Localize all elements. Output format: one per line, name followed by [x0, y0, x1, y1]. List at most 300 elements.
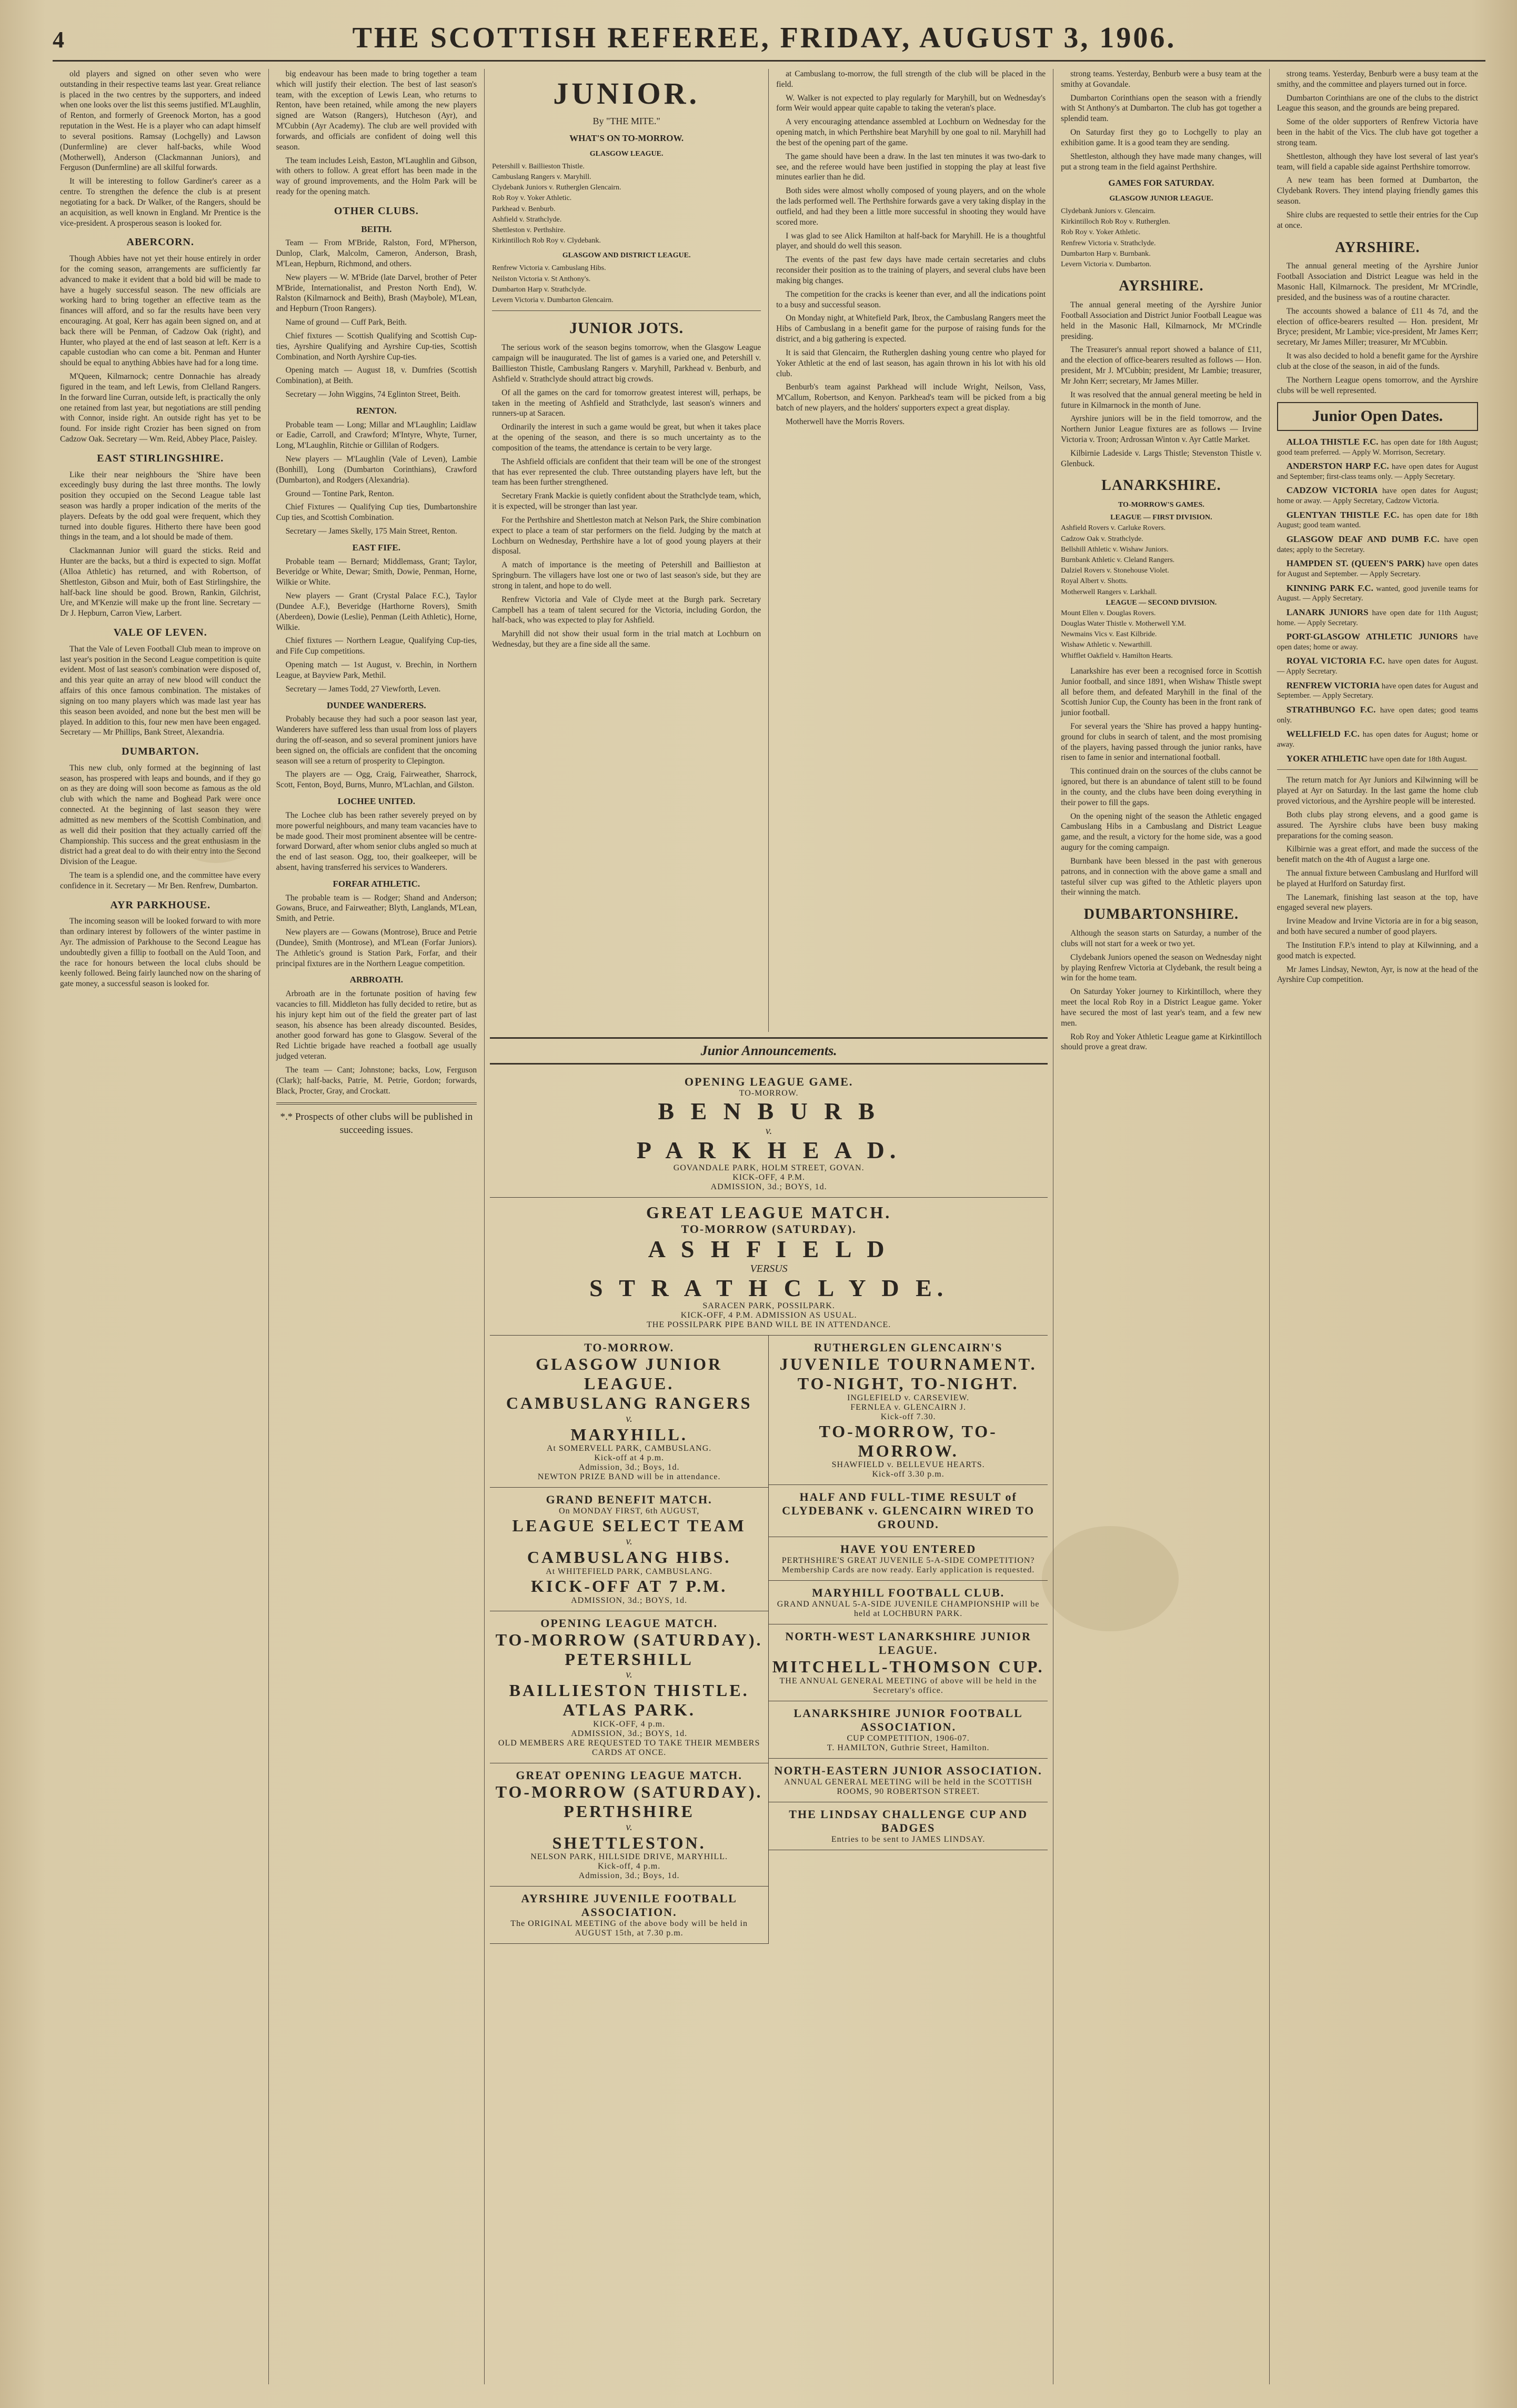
ad-line: Admission, 3d.; Boys, 1d.	[578, 1871, 680, 1881]
open-date-text: have open dates for August; home or away. — Apply Secretary, Cadzow Victoria.	[1277, 487, 1478, 506]
ad-line: MARYHILL.	[570, 1424, 688, 1444]
section-heading: AYRSHIRE.	[1335, 239, 1420, 256]
article-paragraph: Chief fixtures — Northern League, Qualifying Cup-ties, and Fife Cup competitions.	[276, 636, 477, 656]
article-paragraph: The incoming season will be looked forward to with more than ordinary interest by followers of the winter pastime in Ayr. The admission of Parkhouse to the Second League has undoubtedly given a fillip to football on the Auld Toon, and the race for honours between the local clubs should be keenly followed. Being fairly launched now on the sharing of gate money, a successful season is looked for.	[60, 917, 261, 989]
fixture: Whifflet Oakfield v. Hamilton Hearts.	[1061, 651, 1173, 660]
fixture: Shettleston v. Perthshire.	[492, 226, 566, 235]
fixture: Kirkintilloch Rob Roy v. Rutherglen.	[1061, 218, 1171, 226]
ad-line: v.	[626, 1669, 632, 1681]
article-paragraph: Shettleston, although they have lost several of last year's team, will field a capable side against Perthshire tomorrow.	[1277, 152, 1478, 172]
article-paragraph: A new team has been formed at Dumbarton, the Clydebank Rovers. They intend playing friendly games this season.	[1277, 176, 1478, 206]
ad-line: GRAND ANNUAL 5-A-SIDE JUVENILE CHAMPIONSHIP will be held at LOCHBURN PARK.	[777, 1600, 1040, 1619]
article-paragraph: The serious work of the season begins tomorrow, when the Glasgow League campaign will be inaugurated. The list of games is a varied one, and Petershill v. Baillieston Thistle, Cambuslang Rangers v. Maryhill, Parkhead v. Benburb, and Ashfield v. Strathclyde should attract big crowds.	[492, 343, 761, 384]
club-name: ROYAL VICTORIA F.C.	[1286, 656, 1385, 666]
article-paragraph: W. Walker is not expected to play regularly for Maryhill, but on Wednesday's form Weir would appear quite capable to taking the veteran's place.	[776, 93, 1046, 113]
fixture: Mount Ellen v. Douglas Rovers.	[1061, 609, 1156, 617]
article-paragraph: Both clubs play strong elevens, and a good game is assured. The Ayrshire clubs have been busy making preparations for the coming season.	[1277, 810, 1478, 840]
club-name: ANDERSTON HARP F.C.	[1286, 461, 1389, 471]
ad-line: NEWTON PRIZE BAND will be in attendance.	[537, 1472, 721, 1482]
ad-line: Kick-off 3.30 p.m.	[872, 1470, 945, 1479]
article-paragraph: New players — Grant (Crystal Palace F.C.), Taylor (Dundee A.F.), Beveridge (Harthorne Rovers), Smith (Aberdeen), Dowie (Leslie), Penman (Leith Athletic), Horne, Wilkie.	[276, 591, 477, 632]
page-number: 4	[53, 27, 64, 53]
jots-heading: JUNIOR JOTS.	[569, 319, 684, 337]
fixture: Clydebank Juniors v. Rutherglen Glencairn.	[492, 184, 621, 192]
advert	[490, 1336, 768, 1488]
ad-line: TO-NIGHT, TO-NIGHT.	[797, 1373, 1019, 1393]
article-paragraph: The Lochee club has been rather severely preyed on by more powerful neighbours, and many team vacancies have to be made good. Their most prominent absentee will be centre-forward Dorward, after whom senior clubs angled so much at the end of last season. Ogg, too, their goalkeeper, will be absent, having transferred his services to Wanderers.	[276, 810, 477, 872]
ad-line: KICK-OFF AT 7 P.M.	[530, 1576, 728, 1596]
announcements	[485, 1032, 1053, 1944]
ad-line: ANNUAL GENERAL MEETING will be held in the SCOTTISH ROOMS, 90 ROBERTSON STREET.	[784, 1778, 1033, 1797]
ad-line: OPENING LEAGUE GAME.	[684, 1075, 853, 1088]
ad-line: SHAWFIELD v. BELLEVUE HEARTS.	[831, 1460, 985, 1470]
fixture: Ashfield v. Strathclyde.	[492, 215, 562, 224]
open-dates-list	[1277, 436, 1478, 765]
fixture: Newmains Vics v. East Kilbride.	[1061, 630, 1157, 639]
club-name: YOKER ATHLETIC	[1286, 753, 1368, 764]
article-paragraph: Maryhill did not show their usual form in the trial match at Lochburn on Wednesday, but they are a fine side all the same.	[492, 629, 761, 649]
open-date-text: have open dates; apply to the Secretary.	[1277, 535, 1479, 554]
ad-line: LANARKSHIRE JUNIOR FOOTBALL ASSOCIATION.	[793, 1707, 1023, 1734]
advert	[769, 1485, 1048, 1537]
fixture: Levern Victoria v. Dumbarton Glencairn.	[492, 296, 614, 304]
ad-line: KICK-OFF, 4 P.M.	[732, 1173, 806, 1182]
open-date-entry	[1277, 728, 1478, 749]
article-paragraph: Some of the older supporters of Renfrew Victoria have been in the habit of the Vics. The club have got together a strong team.	[1277, 117, 1478, 147]
article-paragraph: Probable team — Bernard; Middlemass, Grant; Taylor, Beveridge or White, Dewar; Smith, Dowie, Penman, Horne, Wilkie or White.	[276, 557, 477, 587]
club-heading: EAST FIFE.	[352, 542, 400, 553]
club-heading: FORFAR ATHLETIC.	[333, 878, 420, 889]
open-date-text: have open dates for August and September; first-class teams only. — Apply Secretary.	[1277, 463, 1478, 481]
ad-line: SARACEN PARK, POSSILPARK.	[702, 1301, 835, 1311]
article-paragraph: strong teams. Yesterday, Benburb were a busy team at the smithy at Govandale.	[1061, 69, 1262, 89]
open-date-text: have open dates for August. — Apply Secretary.	[1277, 657, 1479, 676]
article-paragraph: Dumbarton Corinthians open the season with a friendly with St Anthony's at Dumbarton. The club has got together a splendid team.	[1061, 93, 1262, 124]
fixture: LEAGUE — FIRST DIVISION.	[1110, 514, 1212, 522]
fixture: Cambuslang Rangers v. Maryhill.	[492, 173, 591, 182]
fixture: Ashfield Rovers v. Carluke Rovers.	[1061, 524, 1166, 533]
ad-line: TO-MORROW (SATURDAY).	[495, 1782, 763, 1801]
article-paragraph: The Northern League opens tomorrow, and the Ayrshire clubs will be well represented.	[1277, 375, 1478, 395]
ad-line: INGLEFIELD v. CARSEVIEW.	[847, 1393, 970, 1402]
open-date-entry	[1277, 753, 1478, 765]
club-name: WELLFIELD F.C.	[1286, 729, 1360, 739]
fixture: Neilston Victoria v. St Anthony's.	[492, 275, 591, 283]
open-date-entry	[1277, 509, 1478, 530]
advert	[769, 1701, 1048, 1759]
ad-line: MARYHILL FOOTBALL CLUB.	[812, 1586, 1005, 1600]
article-paragraph: On the opening night of the season the Athletic engaged Cambuslang Hibs in a Cambuslang and District League game, and the result, a victory for the home side, was a good augury for the coming campaign.	[1061, 811, 1262, 852]
ad-line: SHETTLESTON.	[552, 1833, 706, 1852]
games-subheading: GLASGOW JUNIOR LEAGUE.	[1109, 195, 1213, 203]
advert-columns	[490, 1336, 1048, 1944]
article-paragraph: Ayrshire juniors will be in the field tomorrow, and the Northern Junior League fixtures are as follows — Irvine Victoria v. Troon; Ardrossan Winton v. Ayr Cattle Market.	[1061, 414, 1262, 444]
ad-line: RUTHERGLEN GLENCAIRN'S	[813, 1341, 1003, 1354]
open-date-text: have open dates; good teams only.	[1277, 706, 1479, 725]
article-paragraph: Clackmannan Junior will guard the sticks. Reid and Hunter are the backs, but a third is expected to sign. Moffat (Alloa Athletic) has returned, and with Robertson, of Shettleston, Gibson and Muir, both of East Stirlingshire, the half-back line should be good. Brown, Rankin, Gilchrist, Ure, and M'Kenzie will make up the front line. Secretary — Dr J. Hepburn, Carron View, Larbert.	[60, 546, 261, 618]
open-date-entry	[1277, 436, 1478, 457]
advert	[490, 1887, 768, 1944]
article-paragraph: Burnbank have been blessed in the past with generous patrons, and in connection with the above game a small and tasteful silver cup was gifted to the Athletic players upon their winning the match.	[1061, 856, 1262, 897]
ad-line: HAVE YOU ENTERED	[840, 1542, 977, 1556]
ad-line: ADMISSION, 3d.; BOYS, 1d.	[710, 1182, 827, 1192]
fixture-list	[492, 264, 761, 305]
article-paragraph: It was resolved that the annual general meeting be held in future in Kilmarnock in the month of June.	[1061, 390, 1262, 410]
ad-line: MITCHELL-THOMSON CUP.	[772, 1657, 1044, 1677]
fixture: Dalziel Rovers v. Stonehouse Violet.	[1061, 567, 1169, 575]
ad-line: GREAT LEAGUE MATCH.	[646, 1203, 892, 1222]
fixture: Petershill v. Baillieston Thistle.	[492, 162, 585, 170]
article-paragraph: Renfrew Victoria and Vale of Clyde meet at the Burgh park. Secretary Campbell has a team of talent secured for the Victoria, including Gordon, the half-back, who was expected to play for Ashfield.	[492, 595, 761, 625]
ad-line: TO-MORROW.	[739, 1089, 799, 1098]
ad-line: KICK-OFF, 4 p.m.	[593, 1719, 666, 1729]
ad-line: On MONDAY FIRST, 6th AUGUST,	[559, 1507, 700, 1516]
article-paragraph: The Institution F.P.'s intend to play at Kilwinning, and a good match is expected.	[1277, 940, 1478, 960]
fixture: Dumbarton Harp v. Strathclyde.	[492, 285, 587, 294]
ad-line: HALF AND FULL-TIME RESULT of CLYDEBANK v. GLENCAIRN WIRED TO GROUND.	[782, 1490, 1035, 1531]
fixture: Douglas Water Thistle v. Motherwell Y.M.	[1061, 620, 1186, 628]
ad-line: THE ANNUAL GENERAL MEETING of above will be held in the Secretary's office.	[779, 1677, 1037, 1695]
article-paragraph: Opening match — 1st August, v. Brechin, in Northern League, at Bayview Park, Methil.	[276, 660, 477, 680]
section-heading: LANARKSHIRE.	[1101, 477, 1221, 494]
article-paragraph: For several years the 'Shire has proved a happy hunting-ground for clubs in search of talent, and the most promising of the players, having passed through the junior ranks, have risen to fame in senior and international football.	[1061, 721, 1262, 762]
article-paragraph: Ground — Tontine Park, Renton.	[285, 489, 394, 498]
fixture: Levern Victoria v. Dumbarton.	[1061, 260, 1151, 269]
article-paragraph: Name of ground — Cuff Park, Beith.	[285, 318, 407, 327]
article-paragraph: Lanarkshire has ever been a recognised force in Scottish Junior football, and since 1891, when Wishaw Thistle swept all before them, and defeated Maryhill in the final of the Scottish Junior Cup, the County has been in the front rank of junior football.	[1061, 666, 1262, 718]
ad-line: At WHITEFIELD PARK, CAMBUSLANG.	[546, 1567, 713, 1576]
article-paragraph: On Saturday first they go to Lochgelly to play an exhibition game. It is a good team they are sending.	[1061, 128, 1262, 147]
column-6	[1053, 69, 1270, 2384]
column-4	[769, 69, 1053, 1032]
article-paragraph: It is said that Glencairn, the Rutherglen dashing young centre who played for Yoker Athletic at the end of last season, has again thrown in his lot with his old club.	[776, 348, 1046, 378]
junior-heading: JUNIOR.	[553, 76, 700, 111]
advert-ashfield	[490, 1198, 1048, 1336]
article-paragraph: Benburb's team against Parkhead will include Wright, Neilson, Vass, M'Callum, Robertson, and Kenyon. Parkhead's team will be picked from a big batch of new players, and the holders' supporters expect a great display.	[776, 383, 1046, 413]
open-date-text: wanted, good juvenile teams for August. — Apply Secretary.	[1277, 584, 1479, 603]
open-date-text: have open date for 11th August; home. — Apply Secretary.	[1277, 608, 1479, 627]
ad-line: TO-MORROW (SATURDAY).	[495, 1630, 763, 1649]
article-paragraph: The return match for Ayr Juniors and Kilwinning will be played at Ayr on Saturday. In the last game the home club proved victorious, and the Ayrshire people will be interested.	[1277, 776, 1478, 806]
fixture-list	[1061, 513, 1262, 661]
article-paragraph: Rob Roy and Yoker Athletic League game at Kirkintilloch should prove a great draw.	[1061, 1032, 1262, 1052]
advert	[490, 1488, 768, 1611]
article-paragraph: Mr James Lindsay, Newton, Ayr, is now at the head of the Ayrshire Cup competition.	[1277, 965, 1478, 985]
advert	[769, 1581, 1048, 1624]
ad-line: TO-MORROW.	[584, 1341, 675, 1354]
ad-line: GOVANDALE PARK, HOLM STREET, GOVAN.	[673, 1163, 865, 1173]
fixture: Parkhead v. Benburb.	[492, 205, 556, 213]
column-1	[53, 69, 269, 2384]
article-paragraph: The team — Cant; Johnstone; backs, Low, Ferguson (Clark); half-backs, Patrie, M. Petrie, Gordon; forwards, Black, Procter, Gray, and Crockatt.	[276, 1065, 477, 1096]
article-paragraph: Arbroath are in the fortunate position of having few vacancies to fill. Middleton has fully decided to retire, but as his injury kept him out of the field the greater part of last season, his absence has been already discounted. Besides, another good forward has gone to Glasgow. Several of the Red Lichtie brigade have reached a football age usually judged veteran.	[276, 989, 477, 1061]
advert-column-right	[769, 1336, 1048, 1944]
article-paragraph: Kilbirnie Ladeside v. Largs Thistle; Stevenston Thistle v. Glenbuck.	[1061, 448, 1262, 468]
article-paragraph: This continued drain on the sources of the clubs cannot be ignored, but there is an abundance of talent still to be found in the county, and the clubs have been doing everything in their power to fill the gaps.	[1061, 767, 1262, 807]
fixture: Renfrew Victoria v. Strathclyde.	[1061, 239, 1156, 247]
advert	[769, 1759, 1048, 1802]
advert	[490, 1611, 768, 1763]
article-paragraph: The Ashfield officials are confident that their team will be one of the strongest that has ever represented the club. Three outstanding players have left, but the team has been further strengthened.	[492, 457, 761, 487]
article-paragraph: Dumbarton Corinthians are one of the clubs to the district League this season, and the grounds are being prepared.	[1277, 93, 1478, 113]
article-paragraph: The annual fixture between Cambuslang and Hurlford will be played at Hurlford on Saturday first.	[1277, 868, 1478, 888]
ad-line: KICK-OFF, 4 P.M. ADMISSION AS USUAL.	[680, 1311, 857, 1320]
byline: By "THE MITE."	[592, 116, 660, 127]
open-date-entry	[1277, 534, 1478, 555]
article-paragraph: The annual general meeting of the Ayrshire Junior Football Association and District Junior Football League was held in the Masonic Hall, Kilmarnock, Mr M'Crindle presiding.	[1061, 300, 1262, 341]
article-paragraph: It will be interesting to follow Gardiner's career as a centre. To strengthen the defence the club is at present negotiating for a back. Dr Walker, of the Rangers, should be an acquisition, as well known in England. Mr Prentice is the vice-president. A prosperous season is looked for.	[60, 177, 261, 228]
open-date-entry	[1277, 680, 1478, 701]
article-paragraph: New players are — Gowans (Montrose), Bruce and Petrie (Dundee), Smith (Montrose), and M'Lean (Forfar Juniors). The Athletic's ground is Station Park, Forfar, and their principal fixtures are in the Northern League competition.	[276, 928, 477, 968]
ad-line: Kick-off 7.30.	[880, 1412, 936, 1421]
article-paragraph: The Lanemark, finishing last season at the top, have engaged several new players.	[1277, 892, 1478, 912]
ad-line: ATLAS PARK.	[562, 1700, 696, 1720]
ad-line: BAILLIESTON THISTLE.	[509, 1681, 749, 1700]
article-paragraph: Shire clubs are requested to settle their entries for the Cup at once.	[1277, 210, 1478, 230]
advert	[769, 1336, 1048, 1485]
open-date-entry	[1277, 631, 1478, 652]
article-paragraph: On Saturday Yoker journey to Kirkintilloch, where they meet the local Rob Roy in a District League game. Yoker have secured the most of last year's team, and a few new men.	[1061, 987, 1262, 1028]
ad-team: P A R K H E A D.	[636, 1136, 901, 1163]
fixture: Royal Albert v. Shotts.	[1061, 577, 1128, 586]
ad-line: GREAT OPENING LEAGUE MATCH.	[516, 1768, 742, 1782]
article-paragraph: Although the season starts on Saturday, a number of the clubs will not start for a week or two yet.	[1061, 929, 1262, 948]
article-paragraph: On Monday night, at Whitefield Park, Ibrox, the Cambuslang Rangers meet the Hibs of Cambuslang in a benefit game for the purpose of raising funds for the district, and a big gathering is expected.	[776, 314, 1046, 344]
ad-line: TO-MORROW (SATURDAY).	[681, 1222, 857, 1236]
ad-line: Kick-off, 4 p.m.	[598, 1862, 661, 1871]
article-paragraph: old players and signed on other seven who were outstanding in their respective teams last year. Great reliance is placed in the two centres by the supporters, and indeed when one looks over the list this seems justified. M'Laughlin, of Renton, and formerly of Greenock Morton, has a good reputation in the West. He is a player who can adapt himself to several positions. Ramsay (Lochgelly) and Lawson (Dunfermline) are clever half-backs, while Wood (Motherwell), Anderson (Clackmannan Juniors), and Ferguson (Dunfermline) are all skilful forwards.	[60, 69, 261, 173]
article-paragraph: This new club, only formed at the beginning of last season, has prospered with leaps and bounds, and if they go on as they are doing will soon become as famous as the old club with which the name and Boghead Park were once connected. At the beginning of last season they were admitted as new members of the Scottish Combination, and as well did their position that they actually carried off the Championship. This success and the great enthusiasm in the district had a great deal to do with their entry into the Second Division of the League.	[60, 763, 261, 867]
ad-line: v.	[626, 1821, 632, 1833]
article-paragraph: The annual general meeting of the Ayrshire Junior Football Association and District League was held in the Masonic Hall, Kilmarnock. The president, Mr M'Crindle, presided, and the business was of a routine character.	[1277, 262, 1478, 302]
ad-line: LEAGUE SELECT TEAM	[512, 1516, 746, 1536]
advert	[769, 1802, 1048, 1850]
article-paragraph: The probable team is — Rodger; Shand and Anderson; Gowans, Bruce, and Fairweather; Blyth, Langlands, M'Lean, Smith, and Petrie.	[276, 893, 477, 924]
article-paragraph: Chief Fixtures — Qualifying Cup ties, Dumbartonshire Cup ties, and Scottish Combination.	[276, 503, 477, 523]
advert	[769, 1537, 1048, 1581]
league-heading: GLASGOW AND DISTRICT LEAGUE.	[562, 252, 691, 260]
open-date-entry	[1277, 485, 1478, 506]
fixture: Rob Roy v. Yoker Athletic.	[492, 194, 572, 203]
ad-vs: v.	[765, 1125, 772, 1137]
article-paragraph: Shettleston, although they have made many changes, will put a strong team in the field against Perthshire.	[1061, 152, 1262, 172]
section-heading: ABERCORN.	[126, 236, 194, 248]
open-date-text: have open dates for August and September. — Apply Secretary.	[1277, 560, 1478, 578]
ad-line: Admission, 3d.; Boys, 1d.	[578, 1463, 680, 1472]
games-subheading: TO-MORROW'S GAMES.	[1118, 501, 1204, 509]
announcements-banner: Junior Announcements.	[490, 1037, 1048, 1065]
advert	[490, 1763, 768, 1887]
fixture: Bellshill Athletic v. Wishaw Juniors.	[1061, 545, 1169, 554]
article-paragraph: The game should have been a draw. In the last ten minutes it was two-dark to see, and the referee would have been justified in stopping the play at least five minutes earlier than he did.	[776, 152, 1046, 182]
club-name: CADZOW VICTORIA	[1286, 485, 1378, 496]
ad-line: v.	[626, 1536, 632, 1548]
ad-line: T. HAMILTON, Guthrie Street, Hamilton.	[827, 1743, 990, 1753]
club-heading: RENTON.	[356, 405, 397, 416]
ad-line: v.	[626, 1412, 632, 1424]
article-paragraph: Probably because they had such a poor season last year, Wanderers have suffered less than usual from loss of players during the off-season, and so several prominent juniors have been signed on, the officials are confident that the oncoming season will see a return of prosperity to Clepington.	[276, 715, 477, 766]
column-3	[485, 69, 769, 1032]
article-paragraph: Secretary — James Skelly, 175 Main Street, Renton.	[285, 527, 457, 536]
article-paragraph: Secretary Frank Mackie is quietly confident about the Strathclyde team, which, it is expected, will be stronger than last year.	[492, 491, 761, 511]
ad-line: OLD MEMBERS ARE REQUESTED TO TAKE THEIR MEMBERS CARDS AT ONCE.	[498, 1738, 760, 1757]
article-paragraph: Probable team — Long; Millar and M'Laughlin; Laidlaw or Eadie, Carroll, and Crawford; M'Intyre, Whyte, Turner, Long, M'Laughlin, Ritchie or Gillilan of Rodgers.	[276, 420, 477, 450]
club-name: LANARK JUNIORS	[1286, 607, 1369, 617]
advert	[769, 1624, 1048, 1701]
section-heading: EAST STIRLINGSHIRE.	[97, 452, 224, 464]
club-name: KINNING PARK F.C.	[1286, 583, 1373, 593]
article-paragraph: The competition for the cracks is keener than ever, and all the indications point to a busy and successful season.	[776, 289, 1046, 309]
section-heading: DUMBARTON.	[122, 746, 199, 758]
ad-line: NELSON PARK, HILLSIDE DRIVE, MARYHILL.	[530, 1852, 728, 1862]
club-heading: LOCHEE UNITED.	[337, 796, 416, 807]
fixture: Renfrew Victoria v. Cambuslang Hibs.	[492, 264, 606, 273]
article-paragraph: The Treasurer's annual report showed a balance of £11, and the election of office-bearers resulted as follows — Hon. president, Mr J. M'Cubbin; president, Mr Lambie; treasurer, Mr John Kerr; secretary, Mr James Miller.	[1061, 345, 1262, 386]
fixture: LEAGUE — SECOND DIVISION.	[1106, 598, 1217, 607]
ad-line: OPENING LEAGUE MATCH.	[540, 1616, 718, 1630]
ad-line: PERTHSHIRE'S GREAT JUVENILE 5-A-SIDE COMPETITION?	[781, 1556, 1035, 1566]
fixture: Rob Roy v. Yoker Athletic.	[1061, 228, 1141, 237]
article-paragraph: Opening match — August 18, v. Dumfries (Scottish Combination), at Beith.	[276, 366, 477, 386]
article-paragraph: New players — M'Laughlin (Vale of Leven), Lambie (Bonhill), Long (Dumbarton Corinthians), Crawford (Dumbarton), and Rodgers (Alexandria).	[276, 455, 477, 485]
open-dates-heading: Junior Open Dates.	[1277, 402, 1478, 430]
ad-line: The ORIGINAL MEETING of the above body will be held in AUGUST 15th, at 7.30 p.m.	[510, 1919, 748, 1938]
ad-line: ADMISSION, 3d.; BOYS, 1d.	[571, 1729, 688, 1738]
ad-line: NORTH-EASTERN JUNIOR ASSOCIATION.	[774, 1764, 1042, 1778]
columns	[53, 69, 1485, 2384]
article-paragraph: at Cambuslang to-morrow, the full strength of the club will be placed in the field.	[776, 69, 1046, 89]
article-paragraph: Clydebank Juniors opened the season on Wednesday night by playing Renfrew Victoria at Clydebank, the result being a win for the home team.	[1061, 952, 1262, 983]
ad-line: AYRSHIRE JUVENILE FOOTBALL ASSOCIATION.	[521, 1892, 737, 1919]
open-date-entry	[1277, 583, 1478, 604]
article-paragraph: The team includes Leish, Easton, M'Laughlin and Gibson, with others to follow. A great effort has been made in the way of ground improvements, and the Holm Park will be ready for the opening match.	[276, 156, 477, 197]
fixture: Dumbarton Harp v. Burnbank.	[1061, 249, 1151, 258]
fixture: Wishaw Athletic v. Newarthill.	[1061, 641, 1152, 649]
open-date-entry	[1277, 655, 1478, 676]
footer-note: *.* Prospects of other clubs will be published in succeeding issues.	[280, 1111, 473, 1136]
ad-team: A S H F I E L D	[648, 1235, 890, 1262]
article-paragraph: The team is a splendid one, and the committee have every confidence in it. Secretary — Mr Ben. Renfrew, Dumbarton.	[60, 871, 261, 890]
article-paragraph: Irvine Meadow and Irvine Victoria are in for a big season, and both have secured a number of good players.	[1277, 917, 1478, 937]
article-paragraph: The events of the past few days have made certain secretaries and clubs reconsider their position as to the training of players, and several clubs have been making big changes.	[776, 255, 1046, 285]
open-date-entry	[1277, 607, 1478, 628]
section-heading: AYR PARKHOUSE.	[110, 899, 211, 911]
fixture: Cadzow Oak v. Strathclyde.	[1061, 535, 1143, 543]
ad-line: Entries to be sent to JAMES LINDSAY.	[831, 1835, 986, 1844]
ad-line: PERTHSHIRE	[564, 1801, 695, 1821]
ad-line: GRAND BENEFIT MATCH.	[546, 1493, 712, 1507]
article-paragraph: New players — W. M'Bride (late Darvel, brother of Peter M'Bride, Internationalist, and Preston North End), W. Ralston (Kilmarnock and Beith), Brash (Maybole), M'Lean, and Hepburn (Troon Rangers).	[276, 273, 477, 314]
club-name: STRATHBUNGO F.C.	[1286, 705, 1376, 715]
junior-section	[485, 69, 1053, 2384]
newspaper-title: THE SCOTTISH REFEREE, FRIDAY, AUGUST 3, 1906.	[352, 22, 1177, 54]
article-paragraph: Kilbirnie was a great effort, and made the success of the benefit match on the 4th of August a large one.	[1277, 845, 1478, 865]
club-name: PORT-GLASGOW ATHLETIC JUNIORS	[1286, 631, 1458, 642]
league-heading: GLASGOW LEAGUE.	[589, 150, 664, 158]
ad-line: Kick-off at 4 p.m.	[594, 1453, 665, 1463]
ad-line: THE POSSILPARK PIPE BAND WILL BE IN ATTENDANCE.	[647, 1320, 891, 1330]
club-name: RENFREW VICTORIA	[1286, 680, 1380, 690]
advert-benburb	[490, 1070, 1048, 1198]
article-paragraph: Both sides were almost wholly composed of young players, and on the whole the lads performed well. The Perthshire forwards gave a very taking display in the outfield, and had they been a little more successful in shooting they would have scored more.	[776, 186, 1046, 227]
article-paragraph: M'Queen, Kilmarnock; centre Donnachie has already figured in the team, and left Lewis, from Clelland Rangers. In the forward line Curran, outside left, is practically the only one retained from last year, but negotiations are still pending with Connor, inside right. An outside right has yet to be found. For inside right Crozier has been signed on from Cadzow Oak. Secretary — Wm. Reid, Abbey Place, Paisley.	[60, 372, 261, 444]
whats-on-heading: WHAT'S ON TO-MORROW.	[569, 133, 684, 144]
ad-line: Membership Cards are now ready. Early application is requested.	[781, 1566, 1035, 1575]
section-heading: AYRSHIRE.	[1119, 278, 1204, 295]
article-paragraph: Ordinarily the interest in such a game would be great, but when it takes place at the opening of the season, and there is so much uncertainty as to the composition of the teams, the attendance is certain to be very large.	[492, 423, 761, 453]
article-paragraph: Though Abbies have not yet their house entirely in order for the coming season, arrangements are sufficiently far advanced to make it evident that a bold bid will be made to have a hugely successful season. The new officials are working hard to bring together an effective team as the finances will afford, and so far the results have been very encouraging. At goal, Kerr has again been signed on, and at back there will be Penman, of Cadzow Oak (right), and Hunter, who played at the end of last season at left. Kerr is a capable custodian who can come a bit. Penman and Hunter should be equal to anything Abbies have had for a long time.	[60, 254, 261, 368]
ad-line: JUVENILE TOURNAMENT.	[779, 1354, 1037, 1374]
article-paragraph: Secretary — James Todd, 27 Viewforth, Leven.	[285, 684, 441, 694]
ad-line: PETERSHILL	[565, 1649, 694, 1669]
fixture-list	[1061, 207, 1262, 269]
open-date-text: have open dates for August and September. — Apply Secretary.	[1277, 681, 1479, 700]
advert-column-left	[490, 1336, 769, 1944]
club-name: HAMPDEN ST. (QUEEN'S PARK)	[1286, 558, 1425, 569]
club-name: GLENTYAN THISTLE F.C.	[1286, 509, 1399, 520]
article-paragraph: Like their near neighbours the 'Shire have been exceedingly busy during the last three months. The lowly position they occupied on the Second League table last season was hardly a proper indication of the merits of the players. Defeats by the odd goal were frequent, which they turned into double figures. Hitherto there have been good things in the team, and a lot should be made of them.	[60, 470, 261, 542]
article-paragraph: The accounts showed a balance of £11 4s 7d, and the election of office-bearers resulted — Hon. president, Mr Bryce; president, Mr Lambie; vice-president, Mr James Kerr; secretary, Mr James Miller; treasurer, Mr M'Cubbin.	[1277, 306, 1478, 347]
games-heading: GAMES FOR SATURDAY.	[1108, 178, 1214, 188]
masthead	[53, 21, 1485, 62]
article-paragraph: strong teams. Yesterday, Benburb were a busy team at the smithy, and the committee and players turned out in force.	[1277, 69, 1478, 89]
ad-line: CAMBUSLANG HIBS.	[527, 1548, 731, 1567]
ad-line: NORTH-WEST LANARKSHIRE JUNIOR LEAGUE.	[785, 1630, 1031, 1657]
column-7	[1270, 69, 1485, 2384]
article-paragraph: big endeavour has been made to bring together a team which will justify their election. The best of last season's team, with the exception of Lewis Lean, who returns to Renton, have been retained, while among the new players signed are Watson (Rangers), Hutcheson (Ayr), and M'Cubbin (Ayr Academy). The club are well provided with forwards, and officials are confident of doing well this season.	[276, 69, 477, 152]
open-date-text: has open dates for August; home or away.	[1277, 730, 1478, 749]
article-paragraph: I was glad to see Alick Hamilton at half-back for Maryhill. He is a thoughtful player, and should do well this season.	[776, 231, 1046, 251]
article-paragraph: Of all the games on the card for tomorrow greatest interest will, perhaps, be taken in the meeting of Ashfield and Strathclyde, last season's winners and runners-up at Saracen.	[492, 388, 761, 418]
open-date-entry	[1277, 704, 1478, 725]
section-heading: OTHER CLUBS.	[334, 205, 419, 217]
ad-line: ADMISSION, 3d.; BOYS, 1d.	[571, 1596, 688, 1605]
open-date-text: have open dates; home or away.	[1277, 633, 1478, 651]
ad-line: GLASGOW JUNIOR LEAGUE.	[536, 1354, 723, 1393]
fixture-list	[492, 162, 761, 246]
ad-vs: VERSUS	[750, 1262, 788, 1275]
column-2	[269, 69, 485, 2384]
fixture: Clydebank Juniors v. Glencairn.	[1061, 207, 1156, 216]
article-paragraph: Team — From M'Bride, Ralston, Ford, M'Pherson, Dunlop, Clark, Malcolm, Cameron, Anderson, Brash, M'Lean, Hepburn, Richmond, and others.	[276, 238, 477, 268]
article-paragraph: Chief fixtures — Scottish Qualifying and Scottish Cup-ties, Ayrshire Qualifying and Ayrshire Cup-ties, Scottish Combination, and North Ayrshire Cup-ties.	[276, 331, 477, 362]
article-paragraph: Secretary — John Wiggins, 74 Eglinton Street, Beith.	[285, 390, 460, 399]
article-paragraph: A match of importance is the meeting of Petershill and Baillieston at Springburn. The villagers have lost one or two of last season's side, but they are strong in talent, and hope to do well.	[492, 560, 761, 590]
ad-team: B E N B U R B	[658, 1098, 880, 1125]
open-date-text: have open date for 18th August.	[1369, 755, 1467, 764]
fixture: Burnbank Athletic v. Cleland Rangers.	[1061, 556, 1175, 564]
section-heading: VALE OF LEVEN.	[113, 627, 207, 639]
ad-line: CAMBUSLANG RANGERS	[506, 1393, 752, 1412]
open-date-text: has open date for 18th August; good team preferred. — Apply W. Morrison, Secretary.	[1277, 438, 1478, 457]
article-paragraph: For the Perthshire and Shettleston match at Nelson Park, the Shire combination expect to place a team of star performers on the field. Judging by the match at Lochburn on Wednesday, Perthshire have a lot of good young players at their disposal.	[492, 515, 761, 556]
fixture: Motherwell Rangers v. Larkhall.	[1061, 588, 1157, 596]
article-paragraph: The players are — Ogg, Craig, Fairweather, Sharrock, Scott, Fenton, Boyd, Burns, Munro, M'Lachlan, and Gilston.	[276, 770, 477, 790]
fixture: Kirkintilloch Rob Roy v. Clydebank.	[492, 237, 601, 245]
open-date-text: has open date for 18th August; good team wanted.	[1277, 511, 1478, 530]
article-paragraph: Motherwell have the Morris Rovers.	[786, 417, 905, 426]
ad-team: S T R A T H C L Y D E.	[589, 1274, 949, 1301]
article-paragraph: It was also decided to hold a benefit game for the Ayrshire club at the close of the season, in aid of the funds.	[1277, 352, 1478, 371]
article-paragraph: A very encouraging attendance assembled at Lochburn on Wednesday for the opening match, in which Perthshire beat Maryhill by one goal to nil. Maryhill had the best of the opening part of the game.	[776, 117, 1046, 147]
club-name: ALLOA THISTLE F.C.	[1286, 436, 1379, 447]
club-heading: ARBROATH.	[349, 975, 403, 985]
article-paragraph: That the Vale of Leven Football Club mean to improve on last year's position in the Second League competition is quite evident. Most of last season's combination were disposed of, and this year quite an array of new blood will conduct the affairs of this once famous combination. The mistakes of signing on too many players which was made last year has this season been avoided, and none but the best men will be played. In addition to this, four new men have been engaged. Secretary — Mr Phillips, Bank Street, Alexandria.	[60, 644, 261, 737]
ad-line: FERNLEA v. GLENCAIRN J.	[850, 1402, 966, 1412]
section-heading: DUMBARTONSHIRE.	[1083, 906, 1239, 923]
ad-line: CUP COMPETITION, 1906-07.	[847, 1734, 970, 1743]
club-heading: DUNDEE WANDERERS.	[327, 700, 426, 710]
